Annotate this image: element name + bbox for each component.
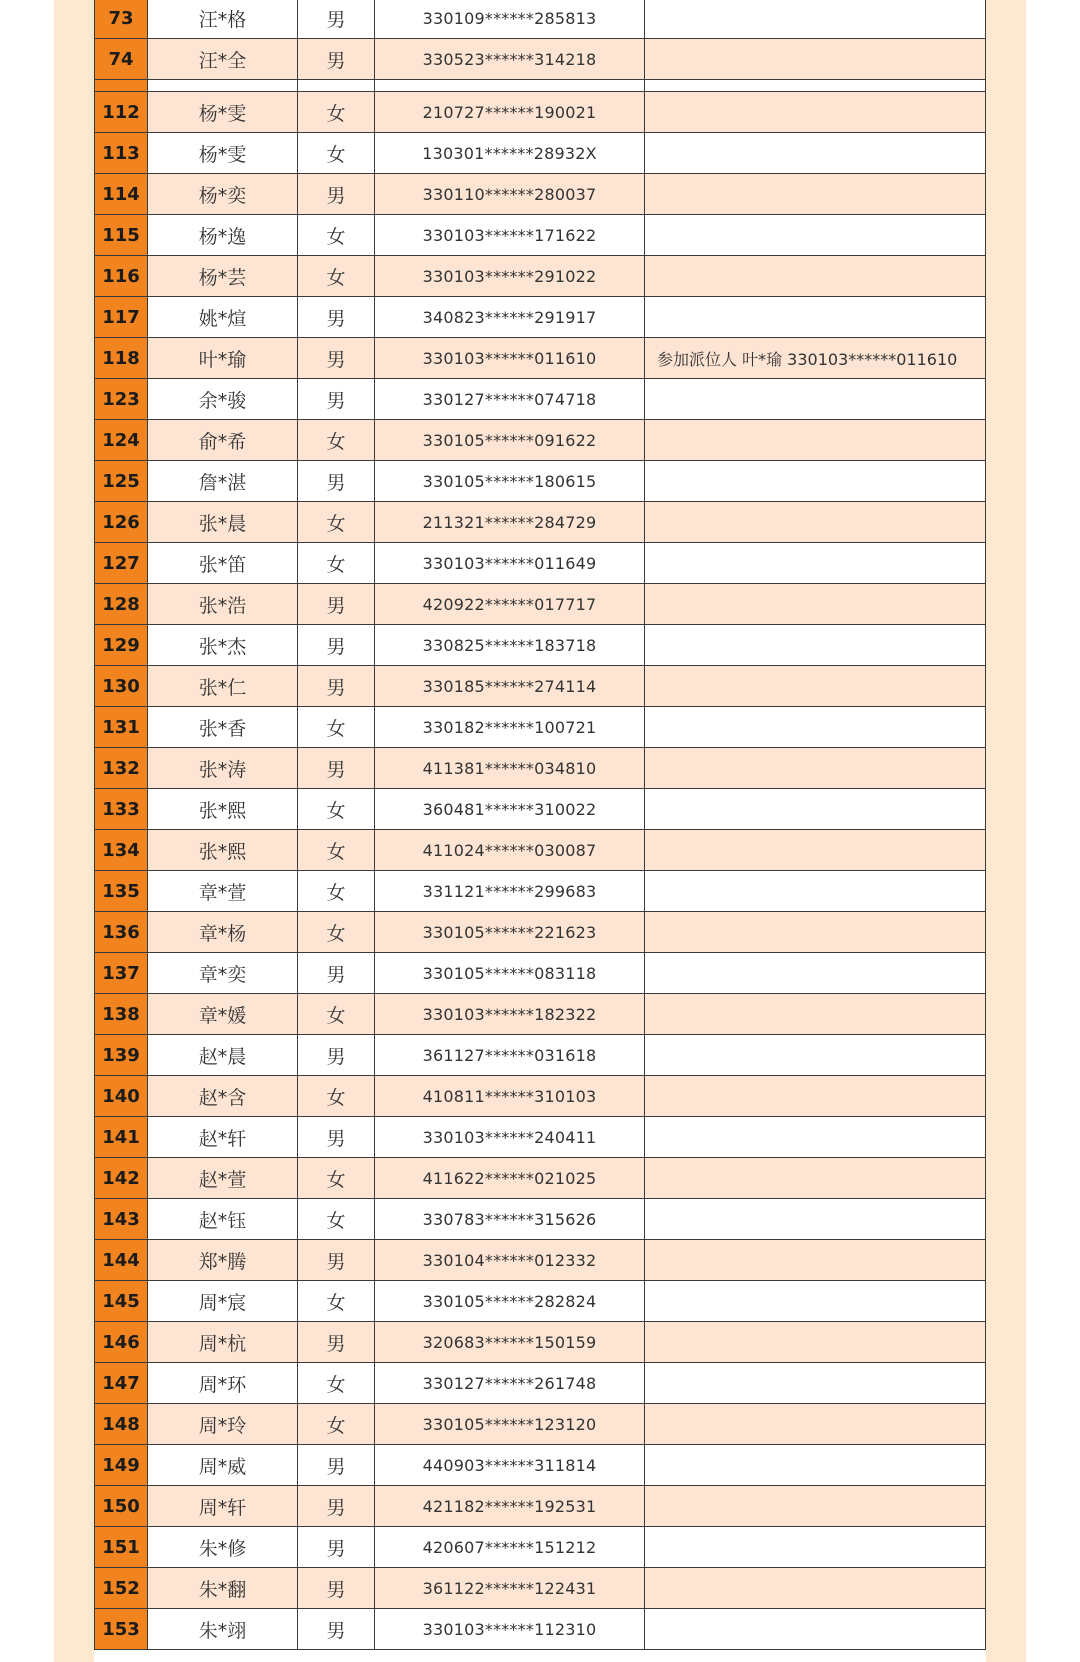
table-row	[94, 953, 986, 994]
name-cell: 汪*全	[148, 39, 298, 79]
row-number: 147	[94, 1363, 148, 1403]
table-row	[94, 666, 986, 707]
remark-cell	[645, 1240, 986, 1280]
table-row	[94, 707, 986, 748]
id-number-cell: 410811******310103	[375, 1076, 645, 1116]
table-row	[94, 543, 986, 584]
table-row	[94, 1486, 986, 1527]
id-number-cell: 210727******190021	[375, 92, 645, 132]
table-row	[94, 871, 986, 912]
id-number-cell: 211321******284729	[375, 502, 645, 542]
table-row	[94, 256, 986, 297]
table-row	[94, 1199, 986, 1240]
id-number-cell: 330103******291022	[375, 256, 645, 296]
remark-cell	[645, 830, 986, 870]
name-cell: 赵*含	[148, 1076, 298, 1116]
table-row	[94, 789, 986, 830]
table-body	[94, 92, 986, 1650]
table-row	[94, 461, 986, 502]
table-row	[94, 1363, 986, 1404]
table-row	[94, 1527, 986, 1568]
gender-cell: 男	[298, 953, 375, 993]
remark-cell	[645, 1404, 986, 1444]
name-cell: 张*熙	[148, 789, 298, 829]
id-number-cell: 340823******291917	[375, 297, 645, 337]
remark-cell	[645, 625, 986, 665]
table-row	[94, 1568, 986, 1609]
id-number-cell: 411622******021025	[375, 1158, 645, 1198]
table-row	[94, 1281, 986, 1322]
id-number-cell: 330103******011649	[375, 543, 645, 583]
row-number: 151	[94, 1527, 148, 1567]
gender-cell: 女	[298, 543, 375, 583]
table-row	[94, 1076, 986, 1117]
gender-cell: 男	[298, 625, 375, 665]
gender-cell: 男	[298, 1527, 375, 1567]
id-number-cell: 411381******034810	[375, 748, 645, 788]
name-cell: 朱*翊	[148, 1609, 298, 1649]
row-number: 137	[94, 953, 148, 993]
remark-cell	[645, 666, 986, 706]
remark-cell	[645, 174, 986, 214]
name-cell: 赵*钰	[148, 1199, 298, 1239]
id-number-cell: 330127******261748	[375, 1363, 645, 1403]
remark-cell	[645, 707, 986, 747]
remark-cell	[645, 1199, 986, 1239]
row-gap	[94, 80, 986, 92]
name-cell: 张*浩	[148, 584, 298, 624]
remark-cell	[645, 1609, 986, 1649]
gender-cell: 男	[298, 584, 375, 624]
row-number: 134	[94, 830, 148, 870]
name-cell: 叶*瑜	[148, 338, 298, 378]
id-number-cell: 330110******280037	[375, 174, 645, 214]
row-number: 141	[94, 1117, 148, 1157]
gender-cell: 女	[298, 133, 375, 173]
remark-cell	[645, 871, 986, 911]
row-number: 128	[94, 584, 148, 624]
remark-cell	[645, 1076, 986, 1116]
gender-cell: 男	[298, 338, 375, 378]
name-cell: 俞*希	[148, 420, 298, 460]
table-row	[94, 1117, 986, 1158]
id-number-cell: 330182******100721	[375, 707, 645, 747]
gender-cell: 女	[298, 1158, 375, 1198]
name-cell: 张*笛	[148, 543, 298, 583]
table-row	[94, 39, 986, 80]
table-row	[94, 502, 986, 543]
remark-cell	[645, 256, 986, 296]
remark-cell	[645, 789, 986, 829]
row-number: 124	[94, 420, 148, 460]
gender-cell: 女	[298, 994, 375, 1034]
id-number-cell: 330105******091622	[375, 420, 645, 460]
table-body-top	[94, 0, 986, 80]
name-cell: 张*晨	[148, 502, 298, 542]
gender-cell: 男	[298, 39, 375, 79]
gender-cell: 男	[298, 297, 375, 337]
gender-cell: 男	[298, 1322, 375, 1362]
row-number: 135	[94, 871, 148, 911]
id-number-cell: 411024******030087	[375, 830, 645, 870]
id-number-cell: 330825******183718	[375, 625, 645, 665]
id-number-cell: 330103******182322	[375, 994, 645, 1034]
gender-cell: 女	[298, 912, 375, 952]
table-row	[94, 625, 986, 666]
table-row	[94, 0, 986, 39]
row-number: 144	[94, 1240, 148, 1280]
remark-cell	[645, 420, 986, 460]
row-number: 117	[94, 297, 148, 337]
id-number-cell: 330109******285813	[375, 0, 645, 38]
row-number: 143	[94, 1199, 148, 1239]
row-number: 115	[94, 215, 148, 255]
id-number-cell: 420607******151212	[375, 1527, 645, 1567]
table-row	[94, 420, 986, 461]
remark-cell	[645, 215, 986, 255]
roster-table	[94, 0, 986, 1650]
id-number-cell: 330105******282824	[375, 1281, 645, 1321]
gender-cell: 女	[298, 1404, 375, 1444]
remark-cell	[645, 502, 986, 542]
gender-cell: 女	[298, 1076, 375, 1116]
name-cell: 周*杭	[148, 1322, 298, 1362]
remark-cell	[645, 1445, 986, 1485]
row-number: 133	[94, 789, 148, 829]
gender-cell: 男	[298, 748, 375, 788]
gender-cell: 男	[298, 0, 375, 38]
table-row	[94, 92, 986, 133]
remark-cell	[645, 1035, 986, 1075]
name-cell: 赵*轩	[148, 1117, 298, 1157]
name-cell: 张*香	[148, 707, 298, 747]
gender-cell: 男	[298, 1445, 375, 1485]
gender-cell: 男	[298, 666, 375, 706]
row-number: 152	[94, 1568, 148, 1608]
id-number-cell: 330783******315626	[375, 1199, 645, 1239]
remark-cell	[645, 297, 986, 337]
table-row	[94, 174, 986, 215]
gender-cell: 女	[298, 502, 375, 542]
row-number: 140	[94, 1076, 148, 1116]
remark-cell	[645, 133, 986, 173]
row-number: 114	[94, 174, 148, 214]
table-row	[94, 1445, 986, 1486]
gender-cell: 女	[298, 1199, 375, 1239]
remark-cell	[645, 912, 986, 952]
gender-cell: 女	[298, 256, 375, 296]
remark-cell	[645, 1158, 986, 1198]
table-row	[94, 584, 986, 625]
row-number: 145	[94, 1281, 148, 1321]
gender-cell: 男	[298, 1486, 375, 1526]
table-row	[94, 215, 986, 256]
id-number-cell: 330104******012332	[375, 1240, 645, 1280]
gender-cell: 男	[298, 1240, 375, 1280]
row-number: 118	[94, 338, 148, 378]
remark-cell	[645, 92, 986, 132]
table-row	[94, 338, 986, 379]
name-cell: 朱*修	[148, 1527, 298, 1567]
right-margin-band	[986, 0, 1026, 1662]
table-row	[94, 1404, 986, 1445]
name-cell: 赵*晨	[148, 1035, 298, 1075]
row-number: 125	[94, 461, 148, 501]
table-row	[94, 379, 986, 420]
remark-cell	[645, 461, 986, 501]
name-cell: 周*威	[148, 1445, 298, 1485]
gender-cell: 男	[298, 1035, 375, 1075]
remark-cell	[645, 1486, 986, 1526]
table-row	[94, 1322, 986, 1363]
gender-cell: 女	[298, 830, 375, 870]
row-number: 112	[94, 92, 148, 132]
row-number: 149	[94, 1445, 148, 1485]
id-number-cell: 330105******221623	[375, 912, 645, 952]
gender-cell: 女	[298, 707, 375, 747]
row-number: 131	[94, 707, 148, 747]
id-number-cell: 330103******171622	[375, 215, 645, 255]
row-number: 146	[94, 1322, 148, 1362]
id-number-cell: 361127******031618	[375, 1035, 645, 1075]
gender-cell: 男	[298, 1609, 375, 1649]
row-number: 116	[94, 256, 148, 296]
gender-cell: 男	[298, 1568, 375, 1608]
gender-cell: 男	[298, 461, 375, 501]
remark-cell	[645, 953, 986, 993]
gender-cell: 女	[298, 871, 375, 911]
row-number: 136	[94, 912, 148, 952]
table-row	[94, 1240, 986, 1281]
id-number-cell: 130301******28932X	[375, 133, 645, 173]
name-cell: 章*媛	[148, 994, 298, 1034]
gender-cell: 女	[298, 420, 375, 460]
row-number: 126	[94, 502, 148, 542]
remark-cell	[645, 994, 986, 1034]
gender-cell: 女	[298, 1281, 375, 1321]
name-cell: 余*骏	[148, 379, 298, 419]
id-number-cell: 330523******314218	[375, 39, 645, 79]
name-cell: 詹*湛	[148, 461, 298, 501]
id-number-cell: 330127******074718	[375, 379, 645, 419]
row-number: 138	[94, 994, 148, 1034]
remark-cell	[645, 1117, 986, 1157]
name-cell: 章*萱	[148, 871, 298, 911]
gender-cell: 男	[298, 174, 375, 214]
remark-cell	[645, 1568, 986, 1608]
name-cell: 章*奕	[148, 953, 298, 993]
name-cell: 周*轩	[148, 1486, 298, 1526]
name-cell: 杨*逸	[148, 215, 298, 255]
remark-cell	[645, 0, 986, 38]
row-number: 150	[94, 1486, 148, 1526]
name-cell: 杨*芸	[148, 256, 298, 296]
table-row	[94, 1609, 986, 1650]
table-row	[94, 297, 986, 338]
name-cell: 章*杨	[148, 912, 298, 952]
row-number: 129	[94, 625, 148, 665]
gender-cell: 女	[298, 92, 375, 132]
name-cell: 汪*格	[148, 0, 298, 38]
id-number-cell: 330185******274114	[375, 666, 645, 706]
name-cell: 杨*雯	[148, 133, 298, 173]
remark-cell	[645, 543, 986, 583]
name-cell: 周*宸	[148, 1281, 298, 1321]
gender-cell: 女	[298, 789, 375, 829]
row-number: 113	[94, 133, 148, 173]
left-margin-band	[54, 0, 94, 1662]
name-cell: 杨*雯	[148, 92, 298, 132]
table-row	[94, 830, 986, 871]
row-number: 123	[94, 379, 148, 419]
remark-cell	[645, 748, 986, 788]
table-row	[94, 1158, 986, 1199]
id-number-cell: 330105******180615	[375, 461, 645, 501]
id-number-cell: 330105******123120	[375, 1404, 645, 1444]
table-row	[94, 1035, 986, 1076]
remark-cell	[645, 39, 986, 79]
gender-cell: 女	[298, 1363, 375, 1403]
remark-cell	[645, 1281, 986, 1321]
id-number-cell: 421182******192531	[375, 1486, 645, 1526]
name-cell: 张*仁	[148, 666, 298, 706]
remark-cell	[645, 1527, 986, 1567]
remark-cell: 参加派位人 叶*瑜 330103******011610	[645, 338, 986, 378]
name-cell: 赵*萱	[148, 1158, 298, 1198]
table-row	[94, 994, 986, 1035]
gender-cell: 男	[298, 379, 375, 419]
id-number-cell: 420922******017717	[375, 584, 645, 624]
id-number-cell: 331121******299683	[375, 871, 645, 911]
id-number-cell: 361122******122431	[375, 1568, 645, 1608]
row-number: 132	[94, 748, 148, 788]
name-cell: 张*涛	[148, 748, 298, 788]
name-cell: 周*环	[148, 1363, 298, 1403]
row-number: 148	[94, 1404, 148, 1444]
id-number-cell: 330103******112310	[375, 1609, 645, 1649]
name-cell: 杨*奕	[148, 174, 298, 214]
row-number: 73	[94, 0, 148, 38]
id-number-cell: 360481******310022	[375, 789, 645, 829]
name-cell: 张*杰	[148, 625, 298, 665]
name-cell: 朱*翻	[148, 1568, 298, 1608]
table-row	[94, 912, 986, 953]
name-cell: 姚*煊	[148, 297, 298, 337]
row-number: 142	[94, 1158, 148, 1198]
remark-cell	[645, 1322, 986, 1362]
row-number: 127	[94, 543, 148, 583]
name-cell: 周*玲	[148, 1404, 298, 1444]
table-row	[94, 133, 986, 174]
id-number-cell: 320683******150159	[375, 1322, 645, 1362]
gender-cell: 女	[298, 215, 375, 255]
gender-cell: 男	[298, 1117, 375, 1157]
name-cell: 郑*腾	[148, 1240, 298, 1280]
id-number-cell: 330105******083118	[375, 953, 645, 993]
id-number-cell: 330103******011610	[375, 338, 645, 378]
name-cell: 张*熙	[148, 830, 298, 870]
table-row	[94, 748, 986, 789]
remark-cell	[645, 379, 986, 419]
id-number-cell: 330103******240411	[375, 1117, 645, 1157]
row-number: 153	[94, 1609, 148, 1649]
id-number-cell: 440903******311814	[375, 1445, 645, 1485]
row-number: 74	[94, 39, 148, 79]
row-number: 130	[94, 666, 148, 706]
remark-cell	[645, 584, 986, 624]
remark-cell	[645, 1363, 986, 1403]
row-number: 139	[94, 1035, 148, 1075]
